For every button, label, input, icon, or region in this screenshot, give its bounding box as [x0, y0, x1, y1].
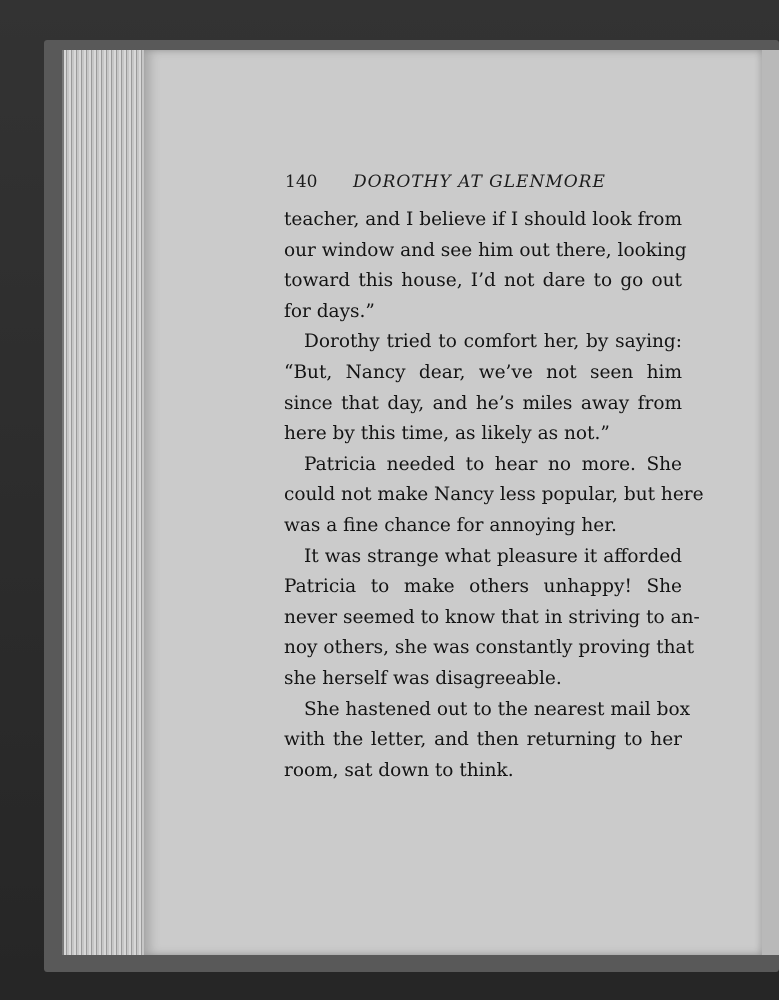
- text-line: noy others, she was constantly proving that: [284, 637, 695, 659]
- text-line: Patricia to make others unhappy! She: [284, 576, 682, 598]
- text-line: with the letter, and then returning to her: [284, 729, 682, 751]
- text-line: Dorothy tried to comfort her, by saying:: [304, 331, 682, 353]
- page-header: [285, 172, 685, 200]
- text-line: was a fine chance for annoying her.: [284, 514, 617, 536]
- text-line: Patricia needed to hear no more. She: [304, 453, 682, 475]
- text-line: She hastened out to the nearest mail box: [304, 698, 691, 720]
- page-edges: [62, 50, 146, 955]
- text-line: teacher, and I believe if I should look from: [284, 209, 682, 230]
- body-text: [284, 205, 704, 786]
- text-line: our window and see him out there, looking: [284, 239, 687, 261]
- text-line: could not make Nancy less popular, but here: [284, 484, 704, 506]
- text-line: [284, 358, 682, 389]
- text-line: she herself was disagreeable.: [284, 667, 562, 689]
- text-line: It was strange what pleasure it afforded: [304, 545, 682, 567]
- running-title: DOROTHY AT GLENMORE: [353, 172, 606, 192]
- text-line: here by this time, as likely as not.”: [284, 423, 610, 445]
- text-line: for days.”: [284, 300, 375, 322]
- text-line: toward this house, I’d not dare to go out: [284, 270, 682, 292]
- page-right-edge: [762, 50, 779, 955]
- text-line: since that day, and he’s miles away from: [284, 392, 682, 414]
- page-number: 140: [285, 172, 318, 192]
- text-line: room, sat down to think.: [284, 759, 514, 781]
- text-line: never seemed to know that in striving to an-: [284, 606, 700, 628]
- line-part: “But, Nancy dear, we’ve not seen him: [284, 361, 682, 383]
